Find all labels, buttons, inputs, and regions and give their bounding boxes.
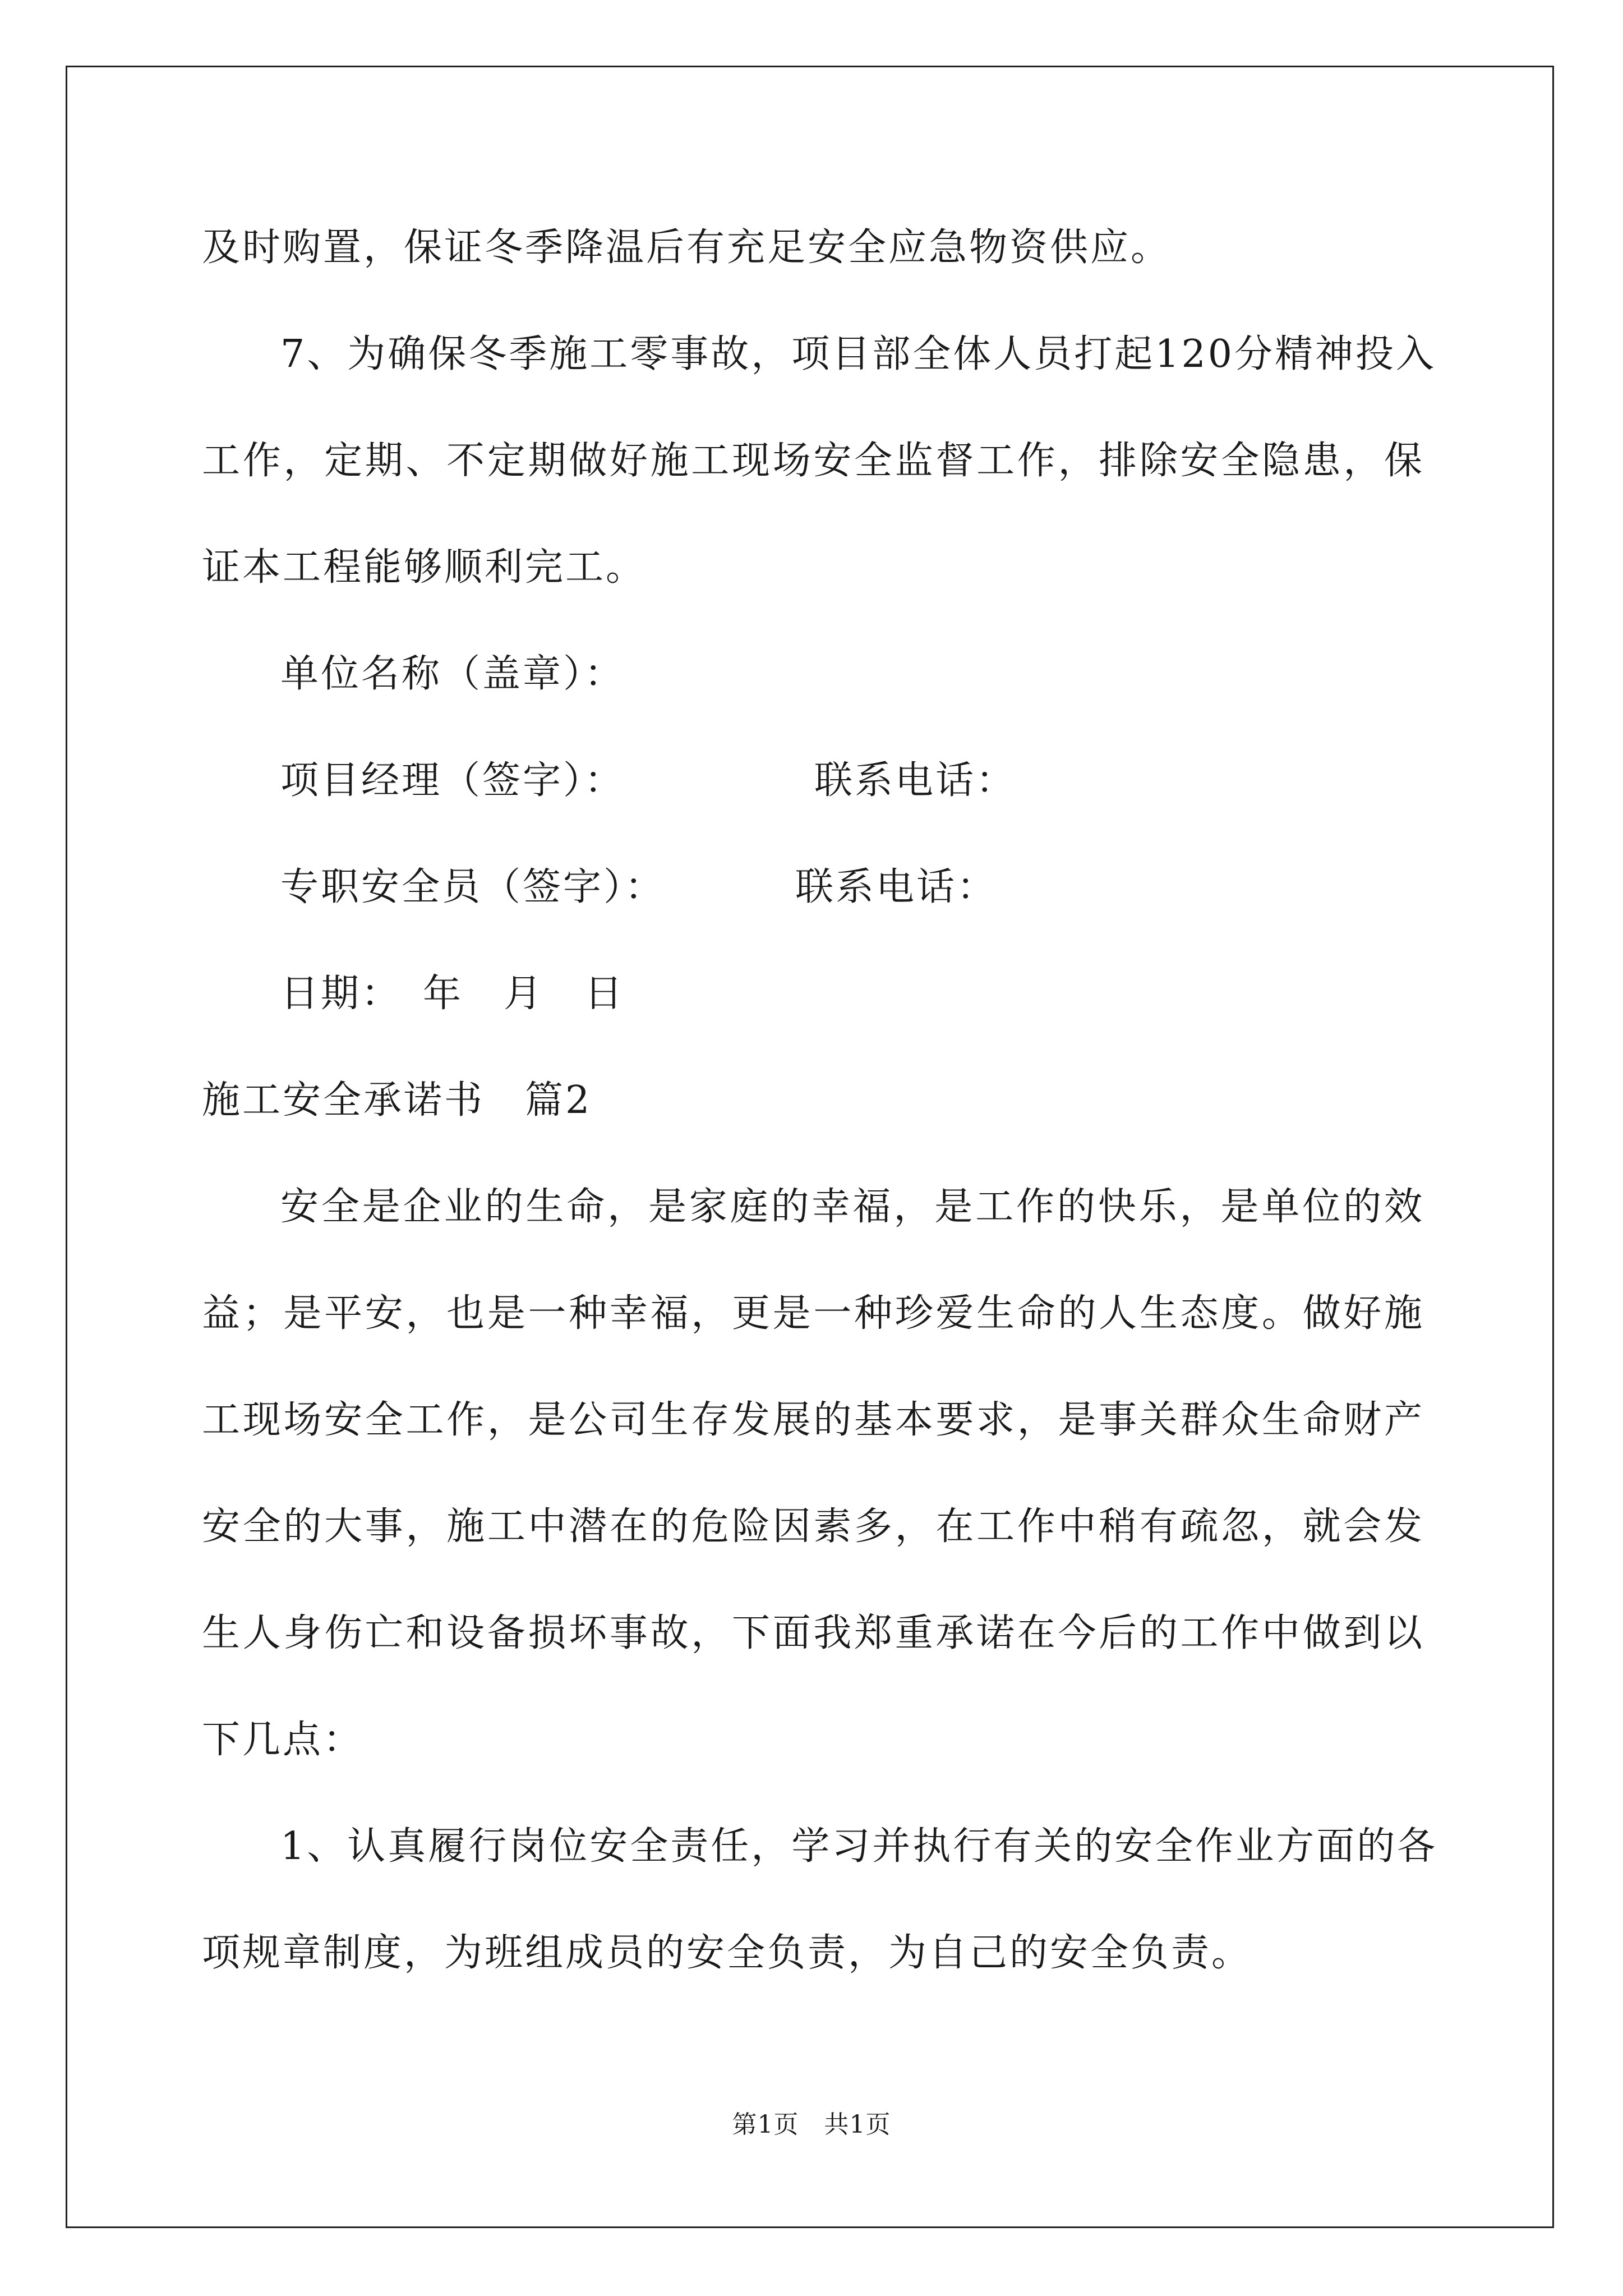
text-line: 工现场安全工作，是公司生存发展的基本要求，是事关群众生命财产 (202, 1398, 1424, 1442)
text-line: 项规章制度，为班组成员的安全负责，为自己的安全负责。 (202, 1931, 1252, 1975)
unit-name-label: 单位名称（盖章）： (280, 652, 625, 696)
page-border (66, 66, 1554, 2228)
date-label: 日期： 年 月 日 (280, 972, 625, 1016)
text-line: 及时购置，保证冬季降温后有充足安全应急物资供应。 (202, 226, 1172, 270)
text-line: 证本工程能够顺利完工。 (202, 545, 647, 590)
text-line: 安全是企业的生命，是家庭的幸福，是工作的快乐，是单位的效 (280, 1185, 1424, 1229)
page-footer: 第1页 共1页 (732, 2110, 891, 2139)
project-manager-label: 项目经理（签字）： (280, 758, 625, 803)
text-line: 7、为确保冬季施工零事故，项目部全体人员打起120分精神投入 (280, 332, 1437, 376)
section-title: 施工安全承诺书 篇2 (202, 1078, 592, 1122)
text-line: 生人身伤亡和设备损坏事故，下面我郑重承诺在今后的工作中做到以 (202, 1611, 1424, 1655)
safety-officer-label: 专职安全员（签字）： (280, 865, 666, 909)
manager-phone-label: 联系电话： (814, 758, 1017, 803)
text-line: 安全的大事，施工中潜在的危险因素多，在工作中稍有疏忽，就会发 (202, 1504, 1424, 1549)
text-line: 工作，定期、不定期做好施工现场安全监督工作，排除安全隐患，保 (202, 439, 1424, 483)
text-line: 1、认真履行岗位安全责任，学习并执行有关的安全作业方面的各 (280, 1824, 1438, 1869)
officer-phone-label: 联系电话： (795, 865, 998, 909)
text-line: 益；是平安，也是一种幸福，更是一种珍爱生命的人生态度。做好施 (202, 1291, 1424, 1336)
text-line: 下几点： (202, 1718, 364, 1762)
